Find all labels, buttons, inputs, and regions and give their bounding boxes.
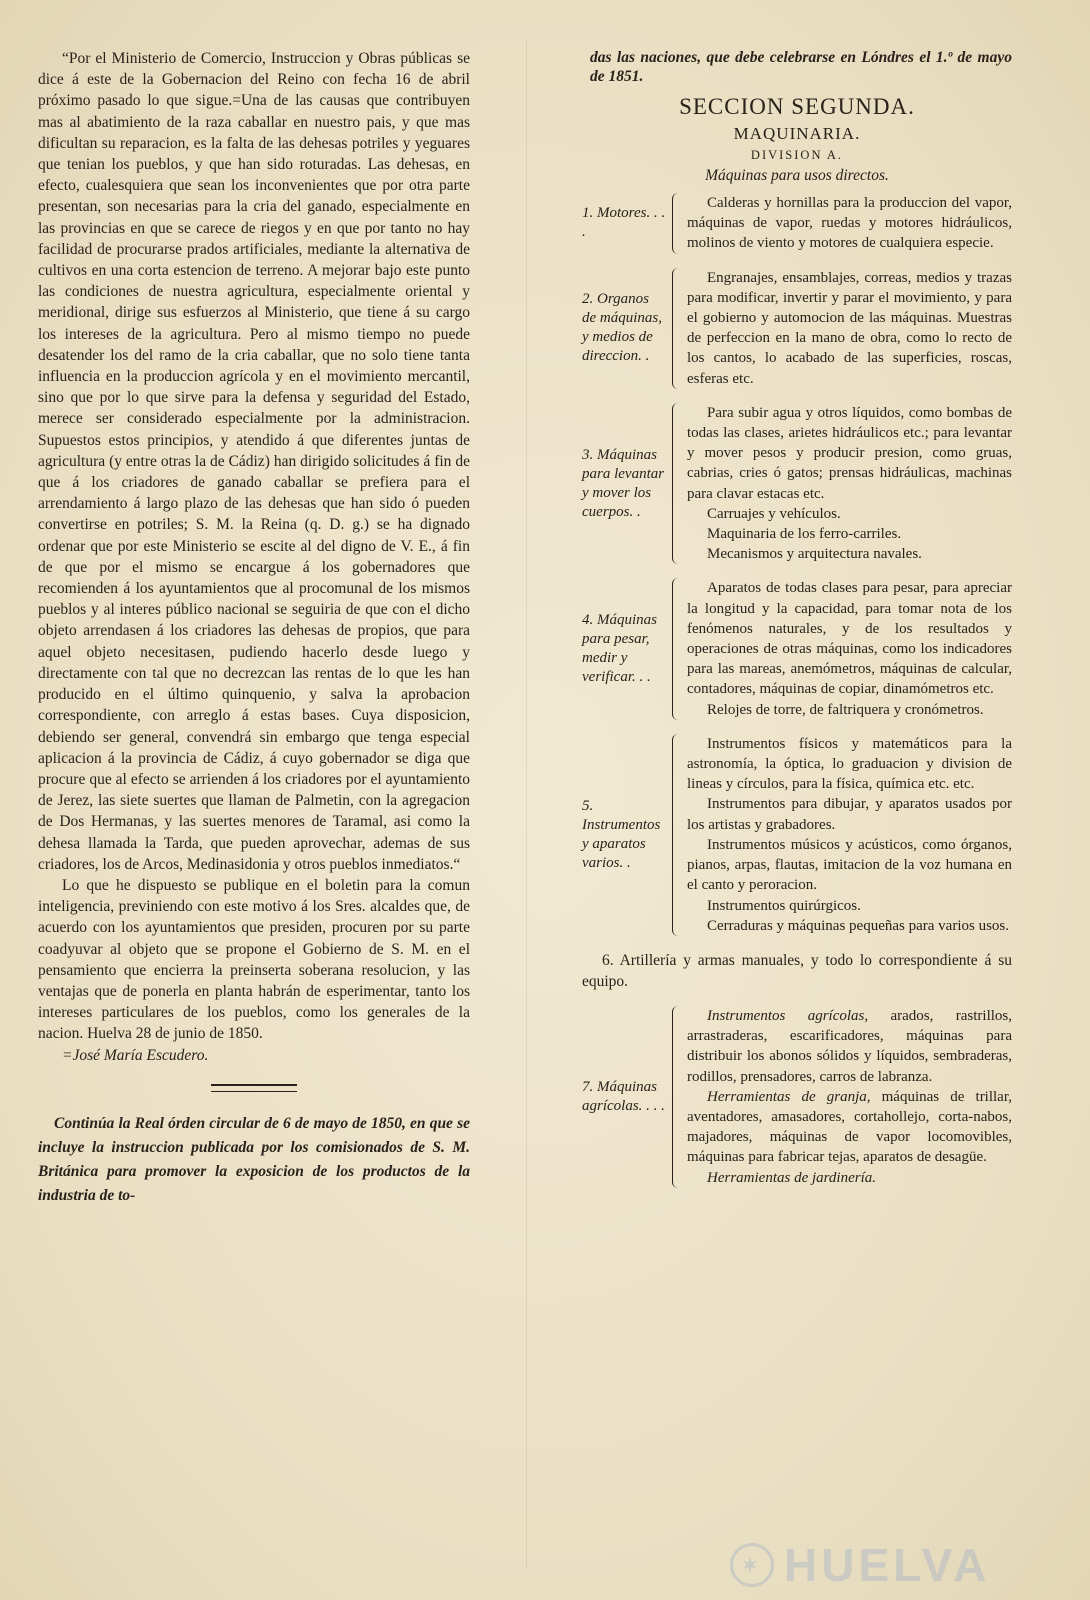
entry-pesar xyxy=(582,578,1012,719)
entry-text: Instrumentos músicos y acústicos, como órganos, pianos, arpas, flautas, imitacion de la voz humana en el canto y peroracion. xyxy=(687,836,1012,894)
division-subtitle: Máquinas para usos directos. xyxy=(705,167,889,184)
column-divider xyxy=(526,40,527,1570)
entry-text: Para subir agua y otros líquidos, como bombas de todas las clases, arietes hidráulicos etc.; para levantar y mover pesos y producir presion, como gruas, cabrias, cries ó gatos; prensas hidráulicas, machinas para clavar estacas etc. xyxy=(687,404,1012,502)
entry-text xyxy=(687,1087,1012,1168)
subsection-title: MAQUINARIA. xyxy=(733,124,861,143)
entry-label: 4. Máquinas para pesar, medir y verificar. . . xyxy=(582,612,657,686)
entry-levantar xyxy=(582,403,1012,565)
right-column xyxy=(582,48,1012,1202)
entry-term: Instrumentos agrícolas, xyxy=(707,1007,869,1024)
entry-text: Relojes de torre, de faltriquera y cronómetros. xyxy=(707,701,984,718)
entry-term: Herramientas de jardinería. xyxy=(707,1169,877,1186)
bracket xyxy=(672,578,681,719)
section-rule xyxy=(211,1084,297,1092)
continuation-heading: Continúa la Real órden circular de 6 de mayo de 1850, en que se incluye la instruccion publicada por los comisionados de S. M. Británica para promover la exposicion de los productos de la industria de to- xyxy=(38,1114,470,1204)
entry-label: 5. Instrumentos y aparatos varios. . xyxy=(582,797,661,871)
entry-label: 2. Organos de máquinas, y medios de direccion. . xyxy=(582,291,662,365)
entry-label: 1. Motores. . . . xyxy=(582,205,666,241)
bracket xyxy=(672,268,681,389)
publication-notice: Lo que he dispuesto se publique en el boletin para la comun inteligencia, previniendo con este motivo á los Sres. alcaldes que, de acuerdo con los ayuntamientos que presiden, procuren por su parte coadyuvar al objeto que se propone el Gobierno de S. M. en el pensamiento que encierra la preinserta soberana resolucion, y las ventajas que de ponerla en planta habrán de esperimentar, tanto los intereses particulares de los pueblos, como los generales de la nacion. Huelva 28 de junio de 1850. xyxy=(38,876,470,1043)
ministry-text: “Por el Ministerio de Comercio, Instruccion y Obras públicas se dice á este de la Gobernacion del Reino con fecha 16 de abril próximo pasado lo que sigue.=Una de las causas que contribuyen mas al abatimiento de la raza caballar en nuestro pais, y que mas dificultan su reparacion, es la falta de las dehesas potriles y yeguares que tenian los pueblos, y que han sido roturadas. Las dehesas, en efecto, cualesquiera que sean los inconvenientes que por otra parte presentan, son necesarias para la cria del ganado, especialmente en las provincias en que se carece de riegos y en que por tanto no hay facilidad de procurarse prados artificiales, mediante la alternativa de cultivos en una corta estencion de terreno. A mejorar bajo este punto las condiciones de nuestra agricultura, especialmente oriental y meridional, dirige sus esfuerzos al Ministerio, que tiene á su cargo los intereses de la agricultura. Pero al mismo tiempo no puede desatender los del ramo de la cria caballar, que no solo tiene tanta influencia en la produccion agrícola y en el movimiento mercantil, sino que por lo que sirve para la defensa y seguridad del Estado, merece ser considerado especialmente por la administracion. Supuestos estos principios, y atendido á que diferentes juntas de agricultura (y entre otras la de Cádiz) han dirigido solicitudes á fin de que á los criadores de ganado caballar se prefiera para el arrendamiento á largo plazo de las dehesas que han sido ó pueden convertirse en potriles; S. M. la Reina (q. D. g.) se ha dignado ordenar que por este Ministerio se escite al del digno de V. E., á fin de que por el mismo se encargue á los gobernadores que recomienden á los ayuntamientos que al procomunal de los mismos pueblos y al interes público nacional se seguiria de que con el dicho objeto arrendasen á los criadores las dehesas de propios, que para aquel objeto necesitasen, pudiendo hacerlo desde luego y directamente con tal que no decrezcan las rentas de lo que les han producido en el último quinquenio, y salva la aprobacion correspondiente, con arreglo á estas bases. Cuya disposicion, debiendo ser general, convendrá sin embargo que tenga especial aplicacion á la provincia de Cádiz, á cuyo gobernador se diga que procure que al efecto se arrienden á los criadores por el ayuntamiento de Jerez, las siete suertes que llaman de Palmetin, con la agregacion de Dos Hermanas, y las suertes menores de Taramal, asi como la dehesa llamada la Tarda, que pueden aprovechar, ademas de sus criadores, los de Arcos, Medinasidonia y otros pueblos inmediatos.“ xyxy=(38,50,470,873)
entry-instrumentos xyxy=(582,734,1012,936)
entry-agricolas xyxy=(582,1006,1012,1188)
bracket xyxy=(672,1006,681,1188)
entry-text: Instrumentos físicos y matemáticos para la astronomía, la óptica, lo graduacion y division de lineas y círculos, para la física, química etc. etc. xyxy=(687,735,1012,793)
entry-text: Calderas y hornillas para la produccion del vapor, máquinas de vapor, ruedas y motores hidráulicos, molinos de viento y motores de cualquiera especie. xyxy=(687,195,1012,252)
entry-text xyxy=(687,1168,1012,1188)
watermark-text: HUELVA xyxy=(784,1539,991,1591)
left-column xyxy=(38,48,470,1208)
entry-text: Carruajes y vehículos. xyxy=(707,505,841,522)
entry-text: Instrumentos quirúrgicos. xyxy=(707,897,861,914)
entry-label: 7. Máquinas agrícolas. . . . xyxy=(582,1078,665,1114)
entry-desc: máquinas de trillar, aventadores, amasadores, cortahollejo, corta-nabos, majadores, máquinas de vapor locomovibles, máquinas para fabricar tejas, aparatos de desagüe. xyxy=(687,1088,1012,1166)
entry-text xyxy=(687,1006,1012,1087)
seal-icon: ✶ xyxy=(730,1543,774,1587)
entry-desc: arados, rastrillos, arrastraderas, escarificadores, máquinas para distribuir los abonos sólidos y líquidos, sembraderas, rodillos, prensadores, carros de labranza. xyxy=(687,1007,1013,1085)
entry-label: 3. Máquinas para levantar y mover los cuerpos. . xyxy=(582,446,665,520)
entry-motores xyxy=(582,193,1012,254)
division-title: DIVISION A. xyxy=(750,148,844,162)
bracket xyxy=(672,193,681,254)
entry-text: Maquinaria de los ferro-carriles. xyxy=(707,526,902,543)
entry-text: Engranajes, ensamblajes, correas, medios y trazas para modificar, invertir y parar el movimiento, y para el gobierno y automocion de las máquinas. Muestras de perfeccion en la mano de obra, como lo recto de los cantos, lo acabado de las superficies, roscas, esferas etc. xyxy=(687,269,1012,387)
section-title: SECCION SEGUNDA. xyxy=(679,94,915,119)
signature: =José María Escudero. xyxy=(62,1046,209,1064)
entry-text: Aparatos de todas clases para pesar, para apreciar la longitud y la capacidad, para tomar nota de los fenómenos naturales, y de los resultados y operaciones de otras máquinas, como los indicadores para las mareas, anemómetros, máquinas de calcular, contadores, máquinas de copiar, dinamómetros etc. xyxy=(687,580,1012,698)
archive-watermark xyxy=(730,1540,1030,1590)
bracket xyxy=(672,403,681,565)
bracket xyxy=(672,734,681,936)
continuation-text: das las naciones, que debe celebrarse en Lóndres el 1.º de mayo de 1851. xyxy=(590,49,1012,85)
entry-text: Mecanismos y arquitectura navales. xyxy=(707,546,922,563)
entry-artilleria: 6. Artillería y armas manuales, y todo lo correspondiente á su equipo. xyxy=(582,951,1012,990)
entry-text: Instrumentos para dibujar, y aparatos usados por los artistas y grabadores. xyxy=(687,796,1012,833)
entry-term: Herramientas de granja, xyxy=(707,1088,871,1105)
entry-text: Cerraduras y máquinas pequeñas para varios usos. xyxy=(707,917,1009,934)
entry-organos xyxy=(582,268,1012,389)
